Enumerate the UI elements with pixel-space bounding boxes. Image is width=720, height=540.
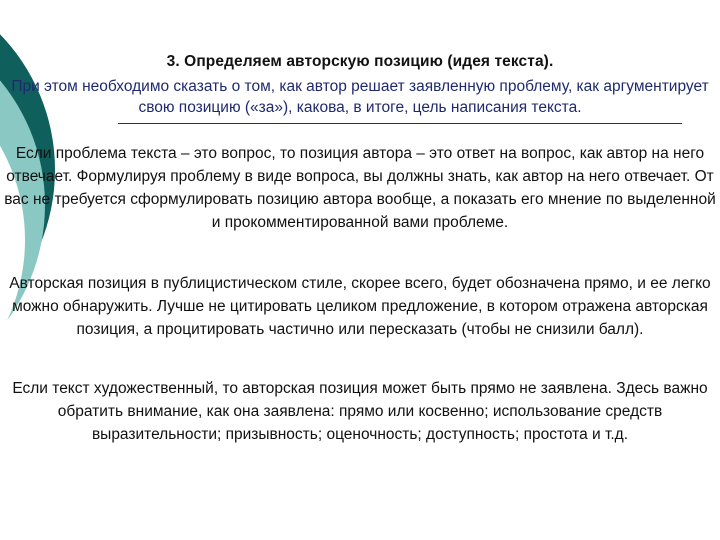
intro-divider xyxy=(118,123,682,124)
intro-text: При этом необходимо сказать о том, как автор решает заявленную проблему, как аргументирует свою позицию («за»), какова, в итоге, цель написания текста. xyxy=(11,78,709,116)
paragraph-publicistic-style: Авторская позиция в публицистическом стиле, скорее всего, будет обозначена прямо, и ее легко можно обнаружить. Лучше не цитировать целиком предложение, в котором отражена авторская позиция, а процитировать частично или пересказать (чтобы не снизили балл). xyxy=(9,275,711,338)
slide-title: 3. Определяем авторскую позицию (идея текста). xyxy=(166,53,554,70)
paragraph-problem-position: Если проблема текста – это вопрос, то позиция автора – это ответ на вопрос, как автор на него отвечает. Формулируя проблему в виде вопроса, вы должны знать, как автор на него отвечает. От вас не требуется сформулировать позицию автора вообще, а показать его мнение по выделенной и прокомментированной вами проблеме. xyxy=(4,145,716,231)
paragraph-artistic-text: Если текст художественный, то авторская позиция может быть прямо не заявлена. Здесь важно обратить внимание, как она заявлена: прямо или косвенно; использование средств выразительности; призывность; оценочность; доступность; простота и т.д. xyxy=(12,380,708,443)
